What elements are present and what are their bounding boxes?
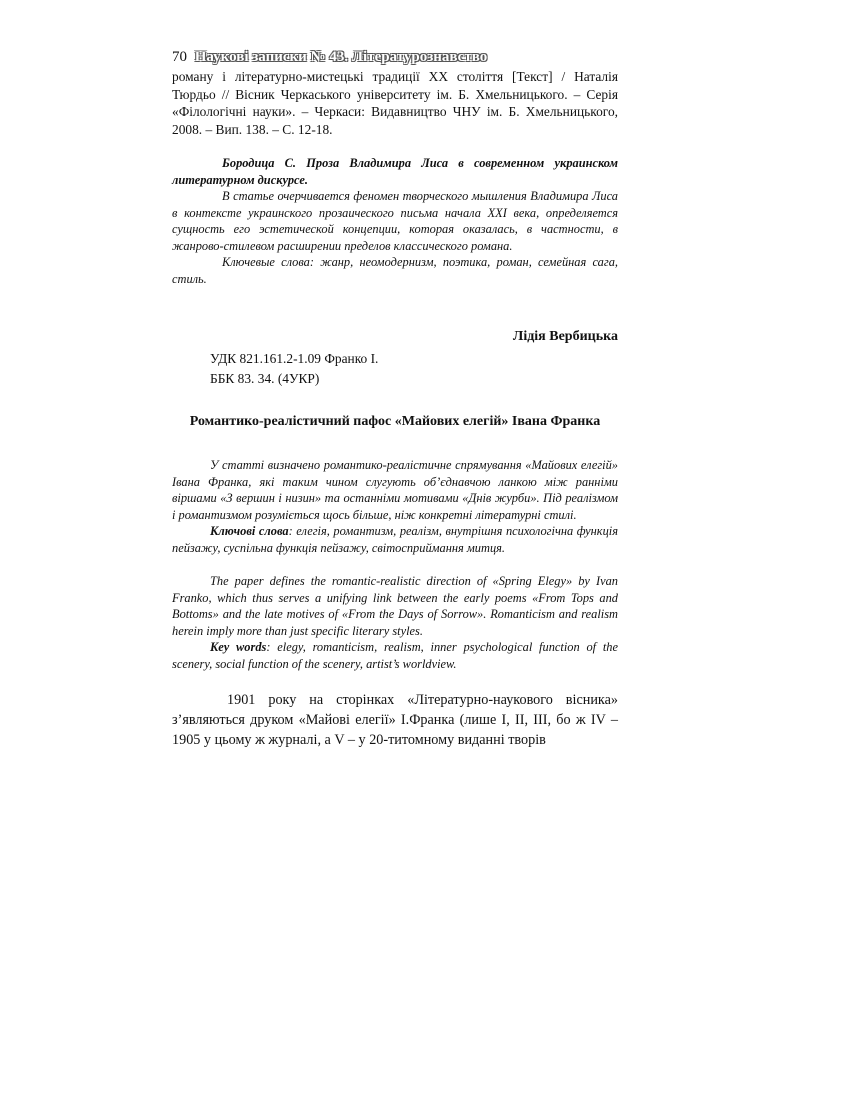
body-paragraph: 1901 року на сторінках «Літературно-наукового вісника» з’являються друком «Майові елегії» І.Франка (лише I, II, III, бо ж IV – 1905 у цьому ж журналі, а V – у 20-титомному виданні творів bbox=[172, 692, 618, 749]
page bbox=[172, 48, 618, 750]
journal-title: Наукові записки № 43. Літературознавство bbox=[194, 49, 488, 65]
english-keywords bbox=[172, 639, 618, 672]
russian-abstract bbox=[172, 155, 618, 287]
article-title: Романтико-реалістичний пафос «Майових елегій» Івана Франка bbox=[189, 414, 601, 430]
russian-abstract-title: Бородица С. Проза Владимира Лиса в современном украинском литературном дискурсе. bbox=[172, 156, 618, 187]
author-name: Лідія Вербицька bbox=[512, 329, 618, 345]
russian-keywords: Ключевые слова: жанр, неомодернизм, поэтика, роман, семейная сага, стиль. bbox=[172, 255, 618, 286]
english-keywords-label: Key words bbox=[210, 640, 267, 655]
english-abstract bbox=[172, 573, 618, 672]
ukrainian-keywords bbox=[172, 523, 618, 556]
article-body bbox=[172, 690, 618, 750]
russian-abstract-text: В статье очерчивается феномен творческого мышления Владимира Лиса в контексте украинского прозаического письма начала XXI века, определяется сущность его эстетической концепции, которая оказалась, в частности, в жанрово-стилевом расширении пределов классического романа. bbox=[172, 189, 618, 253]
page-number: 70 bbox=[172, 49, 187, 65]
bbk-code: ББК 83. 34. (4УКР) bbox=[210, 371, 320, 387]
running-header bbox=[172, 48, 618, 68]
english-abstract-text: The paper defines the romantic-realistic direction of «Spring Elegy» by Ivan Franko, which thus serves a unifying link between the early poems «From Tops and Bottoms» and the late motives of «From the Days of Sorrow». Romanticism and realism herein imply more than just specific literary styles. bbox=[172, 574, 618, 638]
ukrainian-abstract bbox=[172, 457, 618, 556]
ukrainian-keywords-list: : елегія, романтизм, реалізм, внутрішня психологічна функція пейзажу, суспільна функція пейзажу, світосприймання митця. bbox=[172, 524, 618, 555]
udk-code: УДК 821.161.2-1.09 Франко І. bbox=[210, 351, 379, 367]
ukrainian-keywords-label: Ключові слова bbox=[210, 524, 289, 539]
ukrainian-abstract-text: У статті визначено романтико-реалістичне спрямування «Майових елегій» Івана Франка, які таким чином слугують об’єднавчою ланкою між ранніми віршами «З вершин і низин» та останніми мотивами «Днів журби». Під реалізмом і романтизмом розуміється щось більше, ніж конкретні літературні стилі. bbox=[172, 458, 618, 522]
reference-tail: роману і літературно-мистецькі традиції ХХ століття [Текст] / Наталія Тюрдьо // Вісник Черкаського університету ім. Б. Хмельницького. – Серія «Філологічні науки». – Черкаси: Видавництво ЧНУ ім. Б. Хмельницького, 2008. – Вип. 138. – С. 12-18. bbox=[172, 69, 618, 137]
english-keywords-list: : elegy, romanticism, realism, inner psychological function of the scenery, social function of the scenery, artist’s worldview. bbox=[172, 640, 618, 671]
